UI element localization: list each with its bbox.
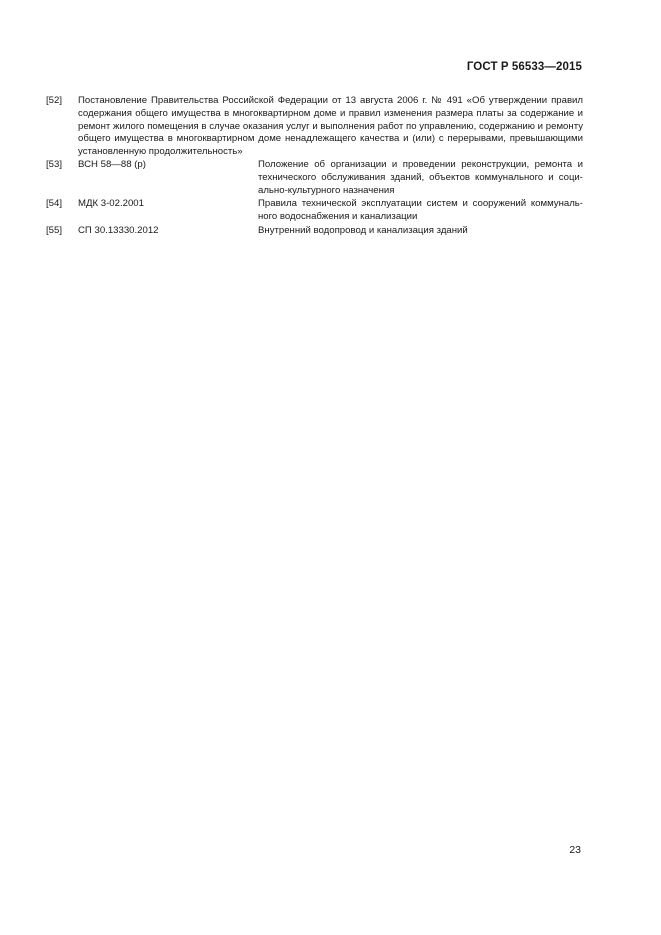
reference-title: Правила технической эксплуатации систем и сооружений коммунального водоснабжения и канализации <box>258 198 583 223</box>
reference-number: [53] <box>46 158 63 170</box>
reference-item-53 <box>46 159 583 197</box>
reference-number: [52] <box>46 95 63 106</box>
reference-item-54 <box>46 198 583 224</box>
reference-code: ВСН 58—88 (р) <box>78 158 146 170</box>
reference-number: [54] <box>46 198 63 210</box>
reference-item-52 <box>46 95 583 159</box>
page-number: 23 <box>569 844 581 856</box>
reference-text: Постановление Правительства Российской Федерации от 13 августа 2006 г. № 491 «Об утверждении правил содержания общего имущества в многоквартирном доме и правил изменения размера платы за содержание и ремонт жилого помещения в случае оказания услуг и выполнения работ по управлению, содержанию и ремонту общего имущества в многоквартирном доме ненадлежащего качества и (или) с перерывами, превышающими установленную продолжительность» <box>78 95 583 158</box>
document-header: ГОСТ Р 56533—2015 <box>466 61 582 73</box>
reference-number: [55] <box>46 224 63 236</box>
reference-title: Внутренний водопровод и канализация зданий <box>258 224 468 236</box>
reference-item-55 <box>46 225 583 238</box>
references-list <box>46 95 583 238</box>
reference-title: Положение об организации и проведении реконструкции, ремонта и технического обслуживания зданий, объектов коммунального и социально-культурного назначения <box>258 158 583 196</box>
reference-code: МДК 3-02.2001 <box>78 198 144 210</box>
reference-code: СП 30.13330.2012 <box>78 224 159 236</box>
